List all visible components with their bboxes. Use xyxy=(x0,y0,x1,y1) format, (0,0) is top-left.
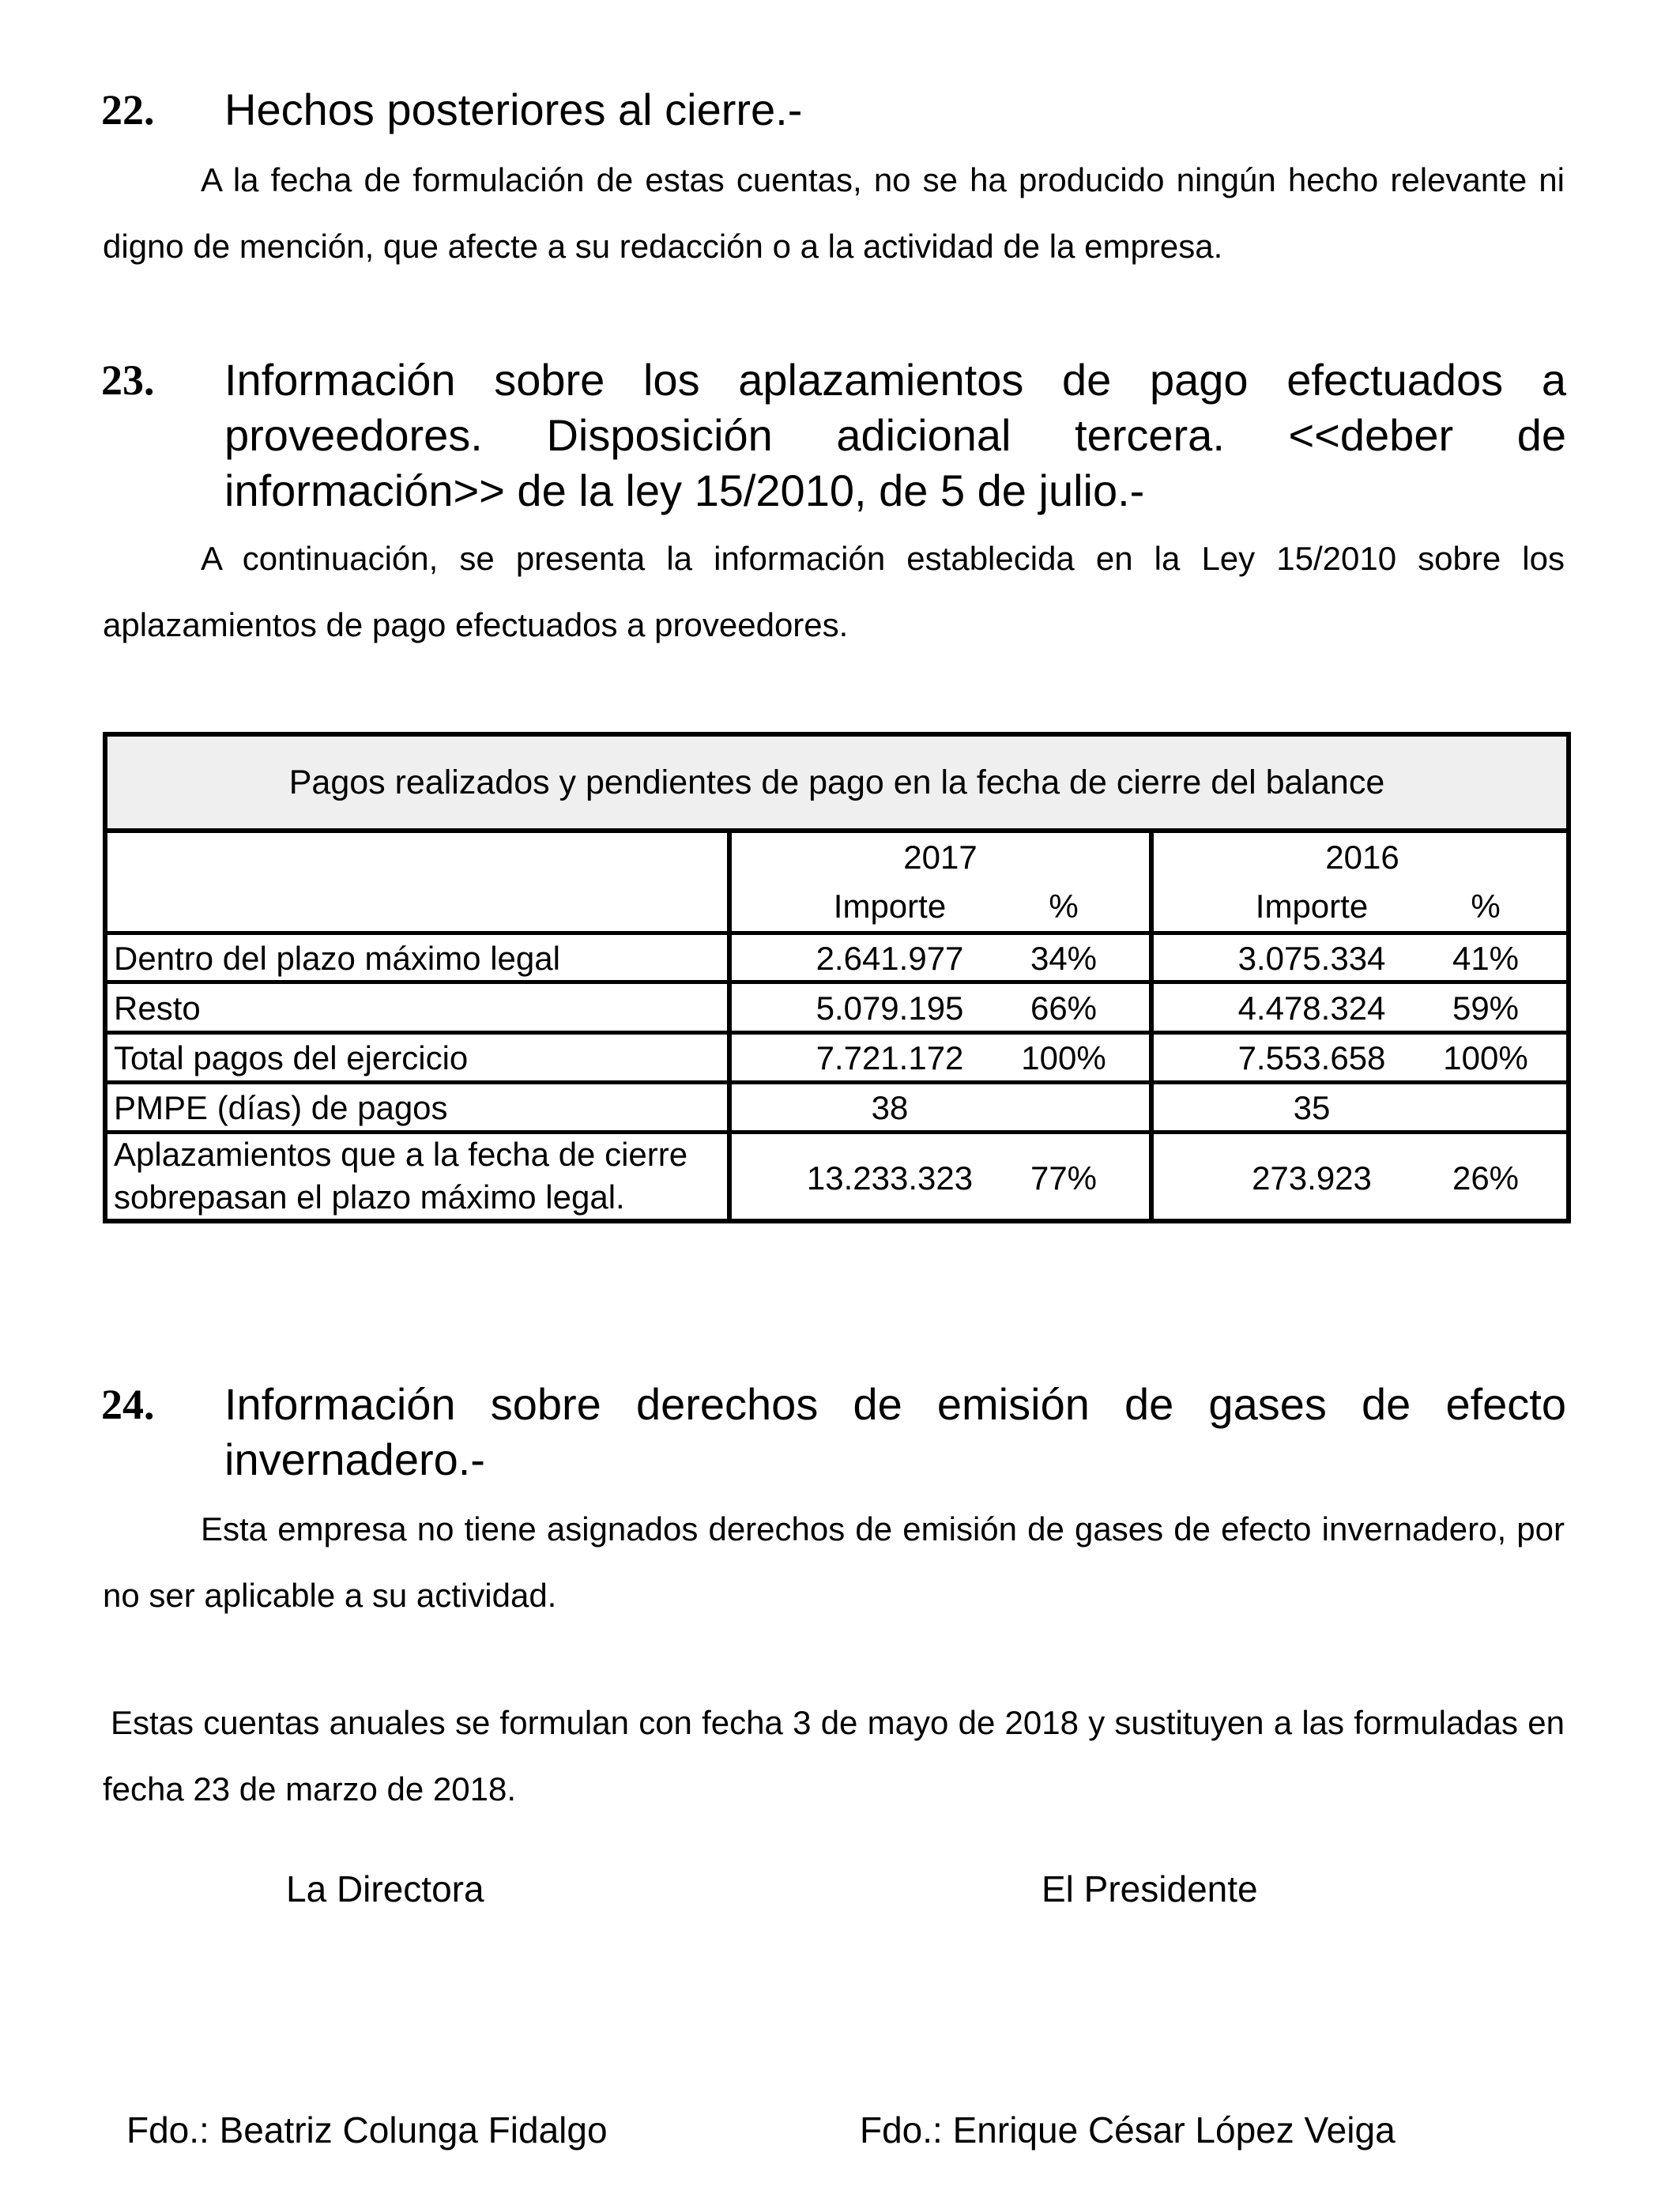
section-24-paragraph: Esta empresa no tiene asignados derechos de emisión de gases de efecto invernadero, por no ser aplicable a su actividad. xyxy=(103,1510,1565,1614)
cell-value: 100% xyxy=(1443,1039,1528,1076)
section-23-number: 23. xyxy=(101,356,155,404)
cell-value: 59% xyxy=(1452,990,1520,1027)
cell-value: 38 xyxy=(871,1089,909,1126)
row-label: Dentro del plazo máximo legal xyxy=(114,940,560,977)
section-24-title: Información sobre derechos de emisión de gases de efecto invernadero.- xyxy=(224,1379,1566,1484)
section-22-paragraph: A la fecha de formulación de estas cuentas, no se ha producido ningún hecho relevante ni digno de mención, que afecte a su redacción o a la actividad de la empresa. xyxy=(103,161,1565,265)
year-header-2017: 2017 xyxy=(903,839,977,876)
signature-name-left: Fdo.: Beatriz Colunga Fidalgo xyxy=(126,2109,608,2151)
row-label: sobrepasan el plazo máximo legal. xyxy=(114,1178,625,1216)
subheader-importe-2017: Importe xyxy=(833,888,947,925)
cell-value: 13.233.323 xyxy=(806,1159,974,1197)
cell-value: 7.553.658 xyxy=(1237,1039,1386,1076)
cell-value: 2.641.977 xyxy=(816,940,964,977)
table-divider xyxy=(107,931,1566,935)
table-divider xyxy=(1149,828,1154,1219)
table-divider xyxy=(727,828,732,1219)
cell-value: 4.478.324 xyxy=(1237,990,1386,1027)
row-label: Aplazamientos que a la fecha de cierre xyxy=(114,1136,688,1173)
payments-table xyxy=(103,732,1571,1223)
cell-value: 41% xyxy=(1452,940,1520,977)
subheader-importe-2016: Importe xyxy=(1255,888,1369,925)
closing-paragraph: Estas cuentas anuales se formulan con fecha 3 de mayo de 2018 y sustituyen a las formuladas en fecha 23 de marzo de 2018. xyxy=(103,1704,1565,1808)
row-label: Total pagos del ejercicio xyxy=(114,1039,469,1076)
section-22-title: Hechos posteriores al cierre.- xyxy=(224,85,803,134)
table-caption: Pagos realizados y pendientes de pago en la fecha de cierre del balance xyxy=(107,737,1566,833)
section-24-number: 24. xyxy=(101,1381,155,1428)
section-23-paragraph: A continuación, se presenta la información establecida en la Ley 15/2010 sobre los aplazamientos de pago efectuados a proveedores. xyxy=(103,540,1565,643)
row-label: PMPE (días) de pagos xyxy=(114,1089,448,1126)
cell-value: 26% xyxy=(1452,1159,1520,1197)
cell-value: 35 xyxy=(1293,1089,1331,1126)
cell-value: 100% xyxy=(1021,1039,1106,1076)
signature-name-right: Fdo.: Enrique César López Veiga xyxy=(860,2109,1396,2151)
cell-value: 34% xyxy=(1030,940,1098,977)
signature-role-right: El Presidente xyxy=(1042,1868,1258,1909)
section-22-number: 22. xyxy=(101,86,155,134)
year-header-2016: 2016 xyxy=(1325,839,1399,876)
cell-value: 273.923 xyxy=(1252,1159,1372,1197)
section-23-title: Información sobre los aplazamientos de pago efectuados a proveedores. Disposición adicional tercera. <<deber de información>> de la ley 15/2010, de 5 de julio.- xyxy=(224,355,1566,515)
cell-value: 5.079.195 xyxy=(816,990,964,1027)
cell-value: 66% xyxy=(1030,990,1098,1027)
subheader-percent-2016: % xyxy=(1471,888,1501,925)
cell-value: 77% xyxy=(1030,1159,1098,1197)
cell-value: 3.075.334 xyxy=(1237,940,1386,977)
signature-role-left: La Directora xyxy=(286,1868,484,1909)
subheader-percent-2017: % xyxy=(1049,888,1079,925)
row-label: Resto xyxy=(114,990,201,1027)
cell-value: 7.721.172 xyxy=(816,1039,964,1076)
